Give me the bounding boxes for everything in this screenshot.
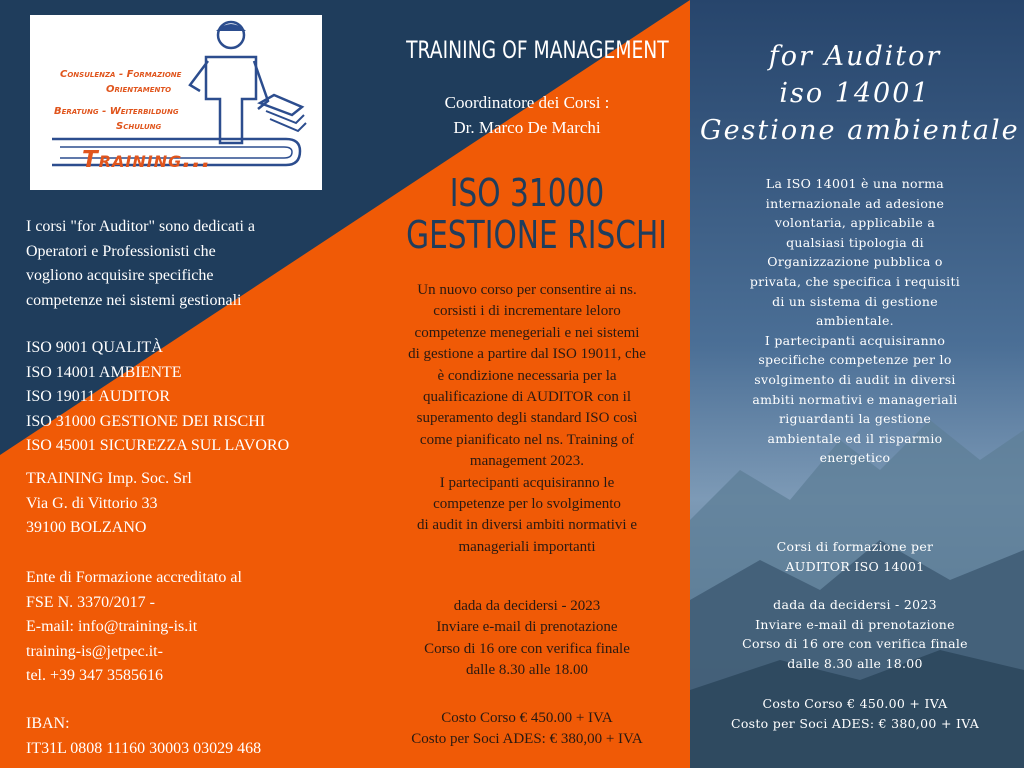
mid-schedule-line: dalle 8.30 alle 18.00 bbox=[465, 662, 589, 679]
iso-list-item: ISO 19011 AUDITOR bbox=[26, 388, 171, 405]
right-body-line: volontaria, applicabile a bbox=[774, 215, 936, 231]
right-body-line: energetico bbox=[819, 450, 891, 466]
logo-line-2: Orientamento bbox=[106, 84, 172, 95]
contact-line: E-mail: info@training-is.it bbox=[26, 618, 198, 635]
mid-schedule-line: Corso di 16 ore con verifica finale bbox=[424, 640, 630, 657]
mid-price-2: Costo per Soci ADES: € 380,00 + IVA bbox=[411, 731, 643, 748]
iban-label: IBAN: bbox=[26, 715, 70, 732]
title-line-1: ISO 31000 bbox=[449, 171, 605, 215]
right-body-line: di un sistema di gestione bbox=[772, 293, 938, 309]
mid-schedule-line: dada da decidersi - 2023 bbox=[453, 598, 601, 614]
intro-line: Operatori e Professionisti che bbox=[26, 242, 216, 260]
right-body-line: specifiche competenze per lo bbox=[758, 352, 952, 368]
coordinator-name: Dr. Marco De Marchi bbox=[453, 118, 601, 137]
iso-list-item: ISO 14001 AMBIENTE bbox=[26, 363, 182, 381]
right-course-title bbox=[700, 537, 1010, 576]
mid-body-line: Un nuovo corso per consentire ai ns. bbox=[417, 282, 637, 298]
contact-line: training-is@jetpec.it- bbox=[26, 642, 163, 660]
right-body-line: ambientale. bbox=[816, 313, 894, 329]
left-address bbox=[26, 467, 356, 541]
mid-body-line: I partecipanti acquisiranno le bbox=[439, 474, 615, 491]
mid-body-line: di gestione a partire dal ISO 19011, che bbox=[408, 346, 646, 363]
right-body-line: internazionale ad adesione bbox=[765, 195, 945, 211]
right-body-line: I partecipanti acquisiranno bbox=[764, 332, 946, 348]
iso-list-item: ISO 45001 SICUREZZA SUL LAVORO bbox=[26, 437, 290, 454]
mid-body-line: di audit in diversi ambiti normativi e bbox=[417, 517, 637, 534]
right-body-line: privata, che specifica i requisiti bbox=[749, 273, 961, 289]
intro-line: vogliono acquisire specifiche bbox=[26, 267, 214, 284]
address-line: Via G. di Vittorio 33 bbox=[26, 494, 158, 512]
right-body-line: svolgimento di audit in diversi bbox=[754, 371, 956, 387]
contact-line: tel. +39 347 3585616 bbox=[26, 667, 164, 684]
right-course-line: AUDITOR ISO 14001 bbox=[785, 558, 925, 574]
title-line-2: GESTIONE RISCHI bbox=[406, 213, 667, 257]
mid-body-line: competenze per lo svolgimento bbox=[433, 496, 621, 513]
contact-line: FSE N. 3370/2017 - bbox=[26, 593, 155, 611]
mid-title bbox=[372, 172, 682, 256]
left-iso-list bbox=[26, 336, 356, 459]
mid-price bbox=[372, 708, 682, 751]
right-body-line: ambientale ed il risparmio bbox=[767, 430, 943, 446]
right-schedule-line: dalle 8.30 alle 18.00 bbox=[787, 655, 923, 671]
right-body-line: ambiti normativi e manageriali bbox=[752, 391, 958, 407]
logo-line-3: Beratung - Weiterbildung bbox=[54, 106, 179, 117]
mid-coordinator bbox=[372, 90, 682, 140]
right-body-line: Organizzazione pubblica o bbox=[767, 254, 943, 270]
intro-line: competenze nei sistemi gestionali bbox=[26, 291, 242, 309]
address-line: 39100 BOLZANO bbox=[26, 519, 147, 536]
mid-body bbox=[372, 280, 682, 558]
mid-body-line: come pianificato nel ns. Training of bbox=[419, 431, 635, 448]
left-contacts bbox=[26, 566, 356, 689]
right-price-1: Costo Corso € 450.00 + IVA bbox=[762, 696, 948, 711]
right-body-line: qualsiasi tipologia di bbox=[786, 234, 924, 250]
iban-value: IT31L 0808 11160 30003 03029 468 bbox=[26, 739, 262, 757]
iso-list-item: ISO 31000 GESTIONE DEI RISCHI bbox=[26, 412, 266, 430]
mid-heading: TRAINING OF MANAGEMENT bbox=[406, 36, 669, 64]
right-script-title bbox=[700, 38, 1020, 149]
right-price-2: Costo per Soci ADES: € 380,00 + IVA bbox=[730, 715, 980, 731]
right-body-line: riguardanti la gestione bbox=[778, 411, 932, 427]
right-price bbox=[700, 694, 1010, 733]
right-schedule-line: dada da decidersi - 2023 bbox=[773, 597, 937, 612]
logo-brand: Training... bbox=[82, 147, 212, 173]
mid-body-line: corsisti i di incrementare leloro bbox=[433, 303, 621, 320]
contact-line: Ente di Formazione accreditato al bbox=[26, 569, 242, 586]
intro-line: I corsi "for Auditor" sono dedicati a bbox=[26, 218, 256, 235]
logo-line-4: Schulung bbox=[116, 121, 162, 132]
mid-body-line: è condizione necessaria per la bbox=[437, 367, 617, 384]
coordinator-label: Coordinatore dei Corsi : bbox=[444, 93, 610, 112]
left-intro bbox=[26, 215, 356, 313]
script-line-3: Gestione ambientale bbox=[700, 115, 1020, 146]
mid-body-line: superamento degli standard ISO così bbox=[416, 410, 638, 427]
mid-body-line: manageriali importanti bbox=[458, 538, 596, 555]
right-course-line: Corsi di formazione per bbox=[776, 539, 934, 554]
script-line-2: iso 14001 bbox=[779, 78, 931, 109]
mid-schedule-line: Inviare e-mail di prenotazione bbox=[436, 619, 618, 636]
training-logo bbox=[30, 15, 322, 190]
right-body-line: La ISO 14001 è una norma bbox=[765, 176, 945, 191]
mid-schedule bbox=[372, 596, 682, 682]
left-iban bbox=[26, 712, 356, 761]
script-line-1: for Auditor bbox=[768, 41, 942, 72]
mid-price-1: Costo Corso € 450.00 + IVA bbox=[441, 710, 613, 726]
right-schedule bbox=[700, 595, 1010, 673]
logo-line-1: Consulenza - Formazione bbox=[60, 69, 182, 80]
right-schedule-line: Inviare e-mail di prenotazione bbox=[755, 616, 955, 632]
address-line: TRAINING Imp. Soc. Srl bbox=[26, 470, 192, 487]
mid-body-line: management 2023. bbox=[469, 453, 585, 470]
iso-list-item: ISO 9001 QUALITÀ bbox=[26, 339, 163, 356]
mid-body-line: competenze menegeriali e nei sistemi bbox=[414, 324, 640, 341]
mid-body-line: qualificazione di AUDITOR con il bbox=[422, 389, 631, 406]
right-body bbox=[700, 174, 1010, 468]
right-schedule-line: Corso di 16 ore con verifica finale bbox=[742, 636, 968, 652]
